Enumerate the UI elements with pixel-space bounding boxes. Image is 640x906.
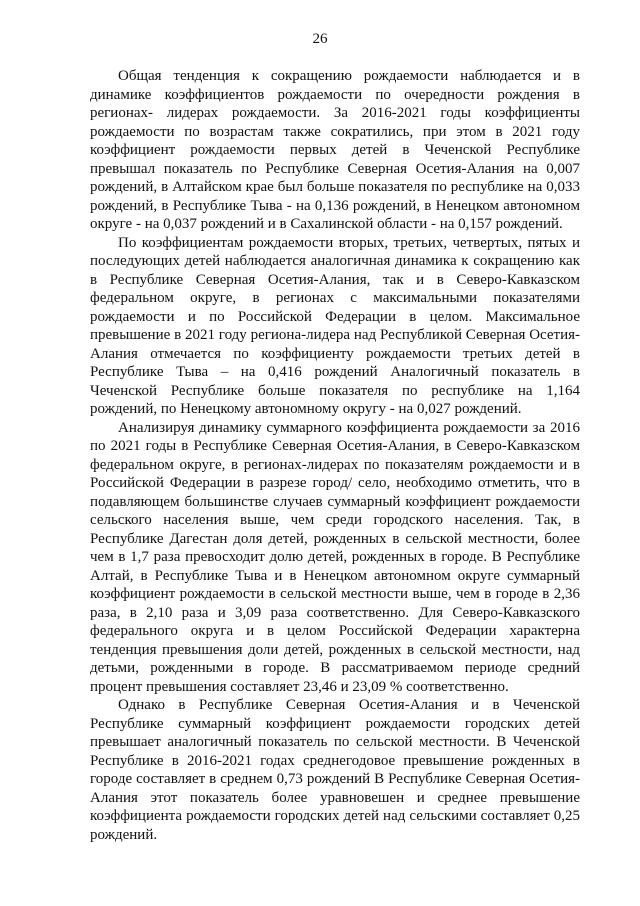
paragraph-urban-rural-analysis: Анализируя динамику суммарного коэффициента рождаемости за 2016 по 2021 годы в Республике Северная Осетия-Алания, в Северо-Кавказском федеральном округе, в регионах-лидерах по показателям рождаемости и в Российской Федерации в разрезе город/ село, необходимо отметить, что в подавляющем большинстве случаев суммарный коэффициент рождаемости сельского населения выше, чем среди городского населения. Так, в Республике Дагестан доля детей, рожденных в сельской местности, более чем в 1,7 раза превосходит долю детей, рожденных в городе. В Республике Алтай, в Республике Тыва и в Ненецком автономном округе суммарный коэффициент рождаемости в сельской местности выше, чем в городе в 2,36 раза, в 2,10 раза и 3,09 раза соответственно. Для Северо-Кавказского федерального округа и в целом Российской Федерации характерна тенденция превышения доли детей, рожденных в сельской местности, над детьми, рожденными в городе. В рассматриваемом периоде средний процент превышения составляет 23,46 и 23,09 % соответственно. [90, 419, 580, 695]
body-text [90, 67, 580, 844]
page-number: 26 [312, 31, 328, 47]
paragraph-birthrate-order-trend: Общая тенденция к сокращению рождаемости наблюдается и в динамике коэффициентов рождаемости по очередности рождения в регионах- лидерах рождаемости. За 2016-2021 годы коэффициенты рождаемости по возрастам также сократились, при этом в 2021 году коэффициент рождаемости первых детей в Чеченской Республике превышал показатель по Республике Северная Осетия-Алания на 0,007 рождений, в Алтайском крае был больше показателя по республике на 0,033 рождений, в Республике Тыва - на 0,136 рождений, в Ненецком автономном округе - на 0,037 рождений и в Сахалинской области - на 0,157 рождений. [90, 68, 580, 232]
paragraph-second-third-children: По коэффициентам рождаемости вторых, третьих, четвертых, пятых и последующих детей наблюдается аналогичная динамика к сокращению как в Республике Северная Осетия-Алания, так и в Северо-Кавказском федеральном округе, в регионах с максимальными показателями рождаемости и по Российской Федерации в целом. Максимальное превышение в 2021 году региона-лидера над Республикой Северная Осетия-Алания отмечается по коэффициенту рождаемости третьих детей в Республике Тыва – на 0,416 рождений Аналогичный показатель в Чеченской Республике больше показателя по республике на 1,164 рождений, по Ненецкому автономному округу - на 0,027 рождений. [90, 234, 580, 417]
paragraph-urban-exceeds-rural: Однако в Республике Северная Осетия-Алания и в Чеченской Республике суммарный коэффициент рождаемости городских детей превышает аналогичный показатель по сельской местности. В Чеченской Республике в 2016-2021 годах среднегодовое превышение рожденных в городе составляет в среднем 0,73 рождений В Республике Северная Осетия-Алания этот показатель более уравновешен и среднее превышение коэффициента рождаемости городских детей над сельскими составляет 0,25 рождений. [90, 697, 580, 843]
